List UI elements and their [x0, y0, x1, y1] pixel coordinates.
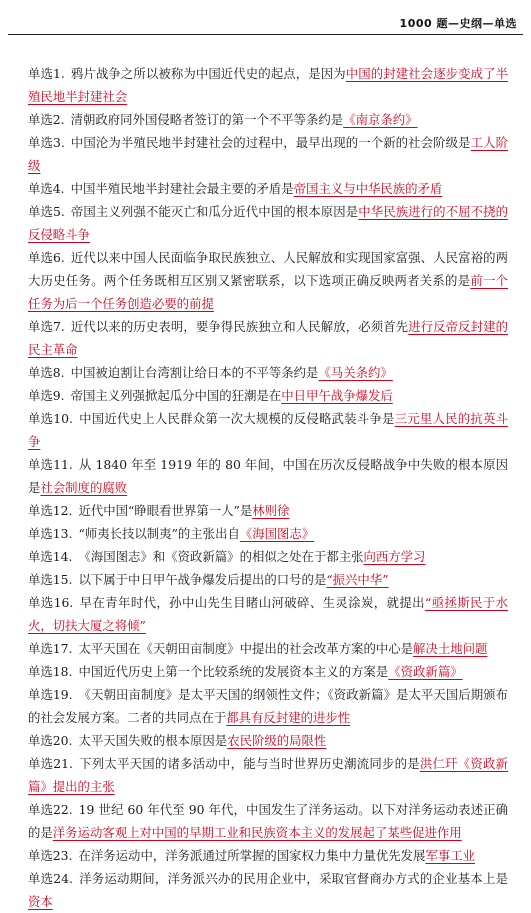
answer-text: 三元里人民的抗英斗争 [28, 411, 508, 449]
question-item [28, 361, 508, 384]
question-text: 近代以来的历史表明，要争得民族独立和人民解放，必须首先 [70, 319, 409, 334]
question-text: 近代中国“睁眼看世界第一人”是 [78, 503, 253, 518]
question-number: 单选13. [28, 526, 73, 541]
question-text: 鸦片战争之所以被称为中国近代史的起点，是因为 [70, 66, 346, 81]
question-number: 单选23. [28, 848, 73, 863]
question-item [28, 200, 508, 246]
question-text: 帝国主义列强不能灭亡和瓜分近代中国的根本原因是 [70, 204, 359, 219]
question-number: 单选11. [28, 457, 73, 472]
answer-text: 农民阶级的局限性 [227, 733, 327, 748]
question-text: 下列太平天国的诸多活动中，能与当时世界历史潮流同步的是 [78, 756, 420, 771]
question-item [28, 108, 508, 131]
question-text: 早在青年时代，孙中山先生目睹山河破碎、生灵涂炭，就提出 [79, 595, 425, 610]
question-item [28, 752, 508, 798]
answer-text: 社会制度的腐败 [40, 480, 128, 495]
question-item [28, 131, 508, 177]
question-text: 中国被迫割让台湾割让给日本的不平等条约是 [70, 365, 319, 380]
question-text: 太平天国在《天朝田亩制度》中提出的社会改革方案的中心是 [78, 641, 414, 656]
question-item [28, 62, 508, 108]
question-text: 中国近代历史上第一个比较系统的发展资本主义的方案是 [78, 664, 389, 679]
question-number: 单选3. [28, 135, 65, 150]
answer-text: 解决土地问题 [413, 641, 488, 656]
question-item [28, 568, 508, 591]
question-text: 中国沦为半殖民地半封建社会的过程中，最早出现的一个新的社会阶级是 [70, 135, 471, 150]
question-item [28, 798, 508, 844]
question-item [28, 522, 508, 545]
answer-text: 洋务运动客观上对中国的早期工业和民族资本主义的发展起了某些促进作用 [52, 825, 462, 840]
question-number: 单选4. [28, 181, 65, 196]
question-number: 单选6. [28, 250, 65, 265]
question-item [28, 246, 508, 315]
question-item [28, 729, 508, 752]
question-text: 近代以来中国人民面临争取民族独立、人民解放和实现国家富强、人民富裕的两大历史任务。两个任务既相互区别又紧密联系，以下选项正确反映两者关系的是 [28, 250, 509, 288]
answer-text: 洪仁玕《资政新篇》提出的主张 [28, 756, 509, 794]
question-number: 单选22. [28, 802, 73, 817]
question-item [28, 177, 508, 200]
question-item [28, 384, 508, 407]
question-text: 以下属于中日甲午战争爆发后提出的口号的是 [78, 572, 327, 587]
answer-text: 《马关条约》 [318, 365, 393, 380]
answer-text: 帝国主义与中华民族的矛盾 [293, 181, 443, 196]
question-number: 单选12. [28, 503, 73, 518]
answer-text: 工人阶级 [28, 135, 509, 173]
answer-text: 资本 [28, 894, 53, 909]
question-text: 从 1840 年至 1919 年的 80 年间，中国在历次反侵略战争中失败的根本原因是 [28, 457, 508, 495]
answer-text: 中国的封建社会逐步变成了半殖民地半封建社会 [28, 66, 509, 104]
answer-text: 中日甲午战争爆发后 [281, 388, 393, 403]
question-number: 单选17. [28, 641, 73, 656]
answer-text: 《资政新篇》 [388, 664, 463, 679]
question-number: 单选16. [28, 595, 74, 610]
question-text: 《天朝田亩制度》是太平天国的纲领性文件；《资政新篇》是太平天国后期颁布的社会发展方案。二者的共同点在于 [28, 687, 508, 725]
header-divider [8, 34, 523, 35]
answer-text: “振兴中华” [326, 572, 389, 587]
page-header [0, 0, 531, 36]
question-text: 洋务运动期间，洋务派兴办的民用企业中，采取官督商办方式的企业基本上是 [78, 871, 508, 886]
question-list [28, 62, 508, 913]
answer-text: 向西方学习 [363, 549, 426, 564]
question-text: 帝国主义列强掀起瓜分中国的狂潮是在 [70, 388, 282, 403]
question-number: 单选15. [28, 572, 73, 587]
question-item [28, 867, 508, 913]
question-number: 单选5. [28, 204, 65, 219]
question-number: 单选2. [28, 112, 65, 127]
answer-text: 《海国图志》 [239, 526, 315, 541]
answer-text: 林则徐 [252, 503, 290, 518]
question-text: “师夷长技以制夷”的主张出自 [78, 526, 240, 541]
question-item [28, 499, 508, 522]
question-text: 中国近代史上人民群众第一次大规模的反侵略武装斗争是 [78, 411, 395, 426]
question-text: 清朝政府同外国侵略者签订的第一个不平等条约是 [70, 112, 344, 127]
question-number: 单选9. [28, 388, 65, 403]
question-text: 太平天国失败的根本原因是 [78, 733, 228, 748]
question-text: 19 世纪 60 年代至 90 年代，中国发生了洋务运动。以下对洋务运动表述正确的是 [28, 802, 508, 840]
question-number: 单选1. [28, 66, 65, 81]
answer-text: “亟拯斯民于水火，切扶大厦之将倾” [28, 595, 508, 633]
question-number: 单选10. [28, 411, 73, 426]
question-item [28, 453, 508, 499]
answer-text: 军事工业 [425, 848, 475, 863]
answer-text: 中华民族进行的不屈不挠的反侵略斗争 [28, 204, 509, 242]
question-number: 单选24. [28, 871, 73, 886]
question-item [28, 683, 508, 729]
question-item [28, 407, 508, 453]
header-title: 1000 题—史纲—单选 [399, 17, 517, 30]
answer-text: 进行反帝反封建的民主革命 [28, 319, 509, 357]
question-text: 中国半殖民地半封建社会最主要的矛盾是 [70, 181, 294, 196]
question-item [28, 637, 508, 660]
question-text: 在洋务运动中，洋务派通过所掌握的国家权力集中力量优先发展 [78, 848, 426, 863]
question-text: 《海国图志》和《资政新篇》的相似之处在于都主张 [78, 549, 364, 564]
question-item [28, 660, 508, 683]
question-number: 单选18. [28, 664, 73, 679]
question-number: 单选7. [28, 319, 65, 334]
answer-text: 《南京条约》 [343, 112, 418, 127]
question-number: 单选14. [28, 549, 73, 564]
question-item [28, 591, 508, 637]
answer-text: 都具有反封建的进步性 [226, 710, 351, 725]
question-item [28, 545, 508, 568]
question-number: 单选21. [28, 756, 73, 771]
question-item [28, 315, 508, 361]
answer-text: 前一个任务为后一个任务创造必要的前提 [28, 273, 509, 311]
question-number: 单选8. [28, 365, 65, 380]
question-number: 单选19. [28, 687, 73, 702]
question-number: 单选20. [28, 733, 73, 748]
question-item [28, 844, 508, 867]
